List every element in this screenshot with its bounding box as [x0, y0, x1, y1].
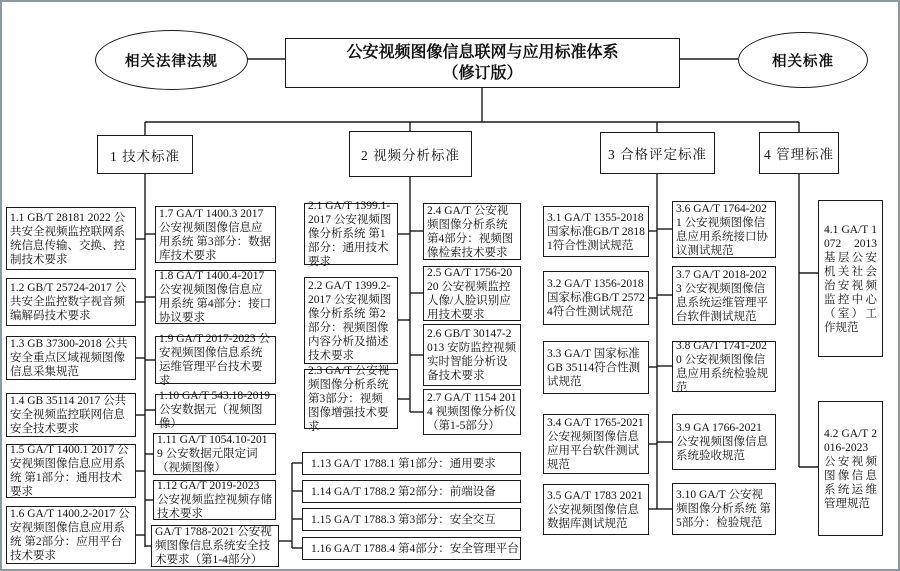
- std-box-1-11: 1.11 GA/T 1054.10-2019 公安数据元限定词（视频图像）: [153, 433, 276, 475]
- std-box-3-8: 3.8 GA/T 1741-2020 公安视频图像信息应用系统检验规范: [672, 341, 776, 392]
- std-box-1788: GA/T 1788-2021 公安视频图像信息系统安全技术要求（第1-4部分）: [151, 525, 279, 567]
- std-box-3-9: 3.9 GA 1766-2021 公安视频图像信息系统验收规范: [672, 414, 776, 470]
- std-box-1-6: 1.6 GA/T 1400.2-2017 公安视频图像信息应用系统 第2部分：应用平台技术要求: [6, 506, 136, 564]
- related-laws-ellipse: [95, 30, 248, 90]
- std-box-4-1: 4.1 GA/T 1072 2013 基层公安机关社会治安视频监控中心（室）工作规范: [818, 200, 883, 357]
- related-standards-label: 相关标准: [772, 53, 834, 70]
- std-box-1-4: 1.4 GB 35114 2017 公共安全视频监控联网信息安全技术要求: [6, 393, 136, 437]
- std-box-3-5: 3.5 GA/T 1783 2021 公安视频图像信息数据库测试规范: [543, 484, 649, 535]
- std-box-1-3: 1.3 GB 37300-2018 公共安全重点区域视频图像信息采集规范: [6, 336, 136, 380]
- std-box-2-4: 2.4 GA/T 公安视频图像分析系统 第4部分：视频图像检索技术要求: [423, 203, 521, 260]
- std-box-3-2: 3.2 GA/T 1356-2018 国家标准GB/T 25724符合性测试规范: [543, 271, 649, 325]
- std-box-1-5: 1.5 GA/T 1400.1 2017 公安视频图像信息应用系统 第1部分：通用技术要求: [6, 444, 136, 498]
- std-box-1-2: 1.2 GB/T 25724-2017 公共安全监控数字视音频编解码技术要求: [6, 278, 136, 326]
- title-line1: 公安视频图像信息联网与应用标准体系: [346, 44, 619, 61]
- std-box-3-6: 3.6 GA/T 1764-2021 公安视频图像信息应用系统接口协议测试规范: [672, 201, 776, 258]
- branch-technical-standards: 1 技术标准: [97, 135, 193, 174]
- std-box-3-10: 3.10 GA/T 公安视频图像分析系统 第5部分：检验规范: [672, 483, 776, 535]
- std-box-2-1: 2.1 GA/T 1399.1-2017 公安视频图像分析系统 第1部分：通用技术要求: [304, 203, 398, 265]
- std-box-2-7: 2.7 GA/T 1154 2014 视频图像分析仪（第1-5部分）: [423, 389, 521, 435]
- std-box-3-3: 3.3 GA/T 国家标准 GB 35114符合性测试规范: [543, 341, 649, 394]
- related-standards-ellipse: [738, 32, 868, 88]
- std-box-2-6: 2.6 GB/T 30147-2013 安防监控视频实时智能分析设备技术要求: [423, 324, 521, 386]
- std-box-3-1: 3.1 GA/T 1355-2018 国家标准GB/T 28181符合性测试规范: [543, 206, 649, 257]
- std-box-3-7: 3.7 GA/T 2018-2023 公安视频图像信息系统运维管理平台软件测试规范: [672, 266, 776, 325]
- std-box-1-12: 1.12 GA/T 2019-2023 公安视频监控视频存储技术要求: [153, 480, 276, 520]
- std-box-1-7: 1.7 GA/T 1400.3 2017 公安视频图像信息应用系统 第3部分：数据库技术要求: [155, 206, 276, 263]
- branch-conformity-assessment-standards: 3 合格评定标准: [600, 132, 715, 174]
- std-box-1-1: 1.1 GB/T 28181 2022 公共安全视频监控联网系统信息传输、交换、控制技术要求: [6, 207, 136, 270]
- branch-management-standards: 4 管理标准: [759, 132, 839, 174]
- title-line2: （修订版）: [442, 65, 523, 82]
- std-box-1-16: 1.16 GA/T 1788.4 第4部分：安全管理平台: [302, 537, 521, 560]
- std-box-3-4: 3.4 GA/T 1765-2021 公安视频图像信息应用平台软件测试规范: [543, 414, 649, 474]
- branch-video-analysis-standards: 2 视频分析标准: [349, 131, 472, 177]
- title-box: [285, 38, 680, 88]
- std-box-1-15: 1.15 GA/T 1788.3 第3部分：安全交互: [302, 508, 521, 531]
- std-box-1-10: 1.10 GA/T 543.18-2019 公安数据元（视频图像）: [155, 394, 276, 425]
- std-box-2-3: 2.3 GA/T 公安视频图像分析系统 第3部分：视频图像增强技术要求: [304, 369, 398, 429]
- related-laws-label: 相关法律法规: [125, 53, 218, 70]
- std-box-1-8: 1.8 GA/T 1400.4-2017 公安视频图像信息应用系统 第4部分：接口协议要求: [155, 270, 276, 324]
- std-box-1-13: 1.13 GA/T 1788.1 第1部分：通用要求: [302, 452, 521, 475]
- std-box-1-9: 1.9 GA/T 2017-2023 公安视频图像信息系统运维管理平台技术要求: [155, 336, 276, 384]
- std-box-4-2: 4.2 GA/T 2016-2023 公安视频图像信息系统运维管理规范: [818, 401, 883, 536]
- std-box-2-5: 2.5 GA/T 1756-2020 公安视频监控人像/人脸识别应用技术要求: [423, 266, 521, 321]
- std-box-1-14: 1.14 GA/T 1788.2 第2部分：前端设备: [302, 480, 521, 503]
- std-box-2-2: 2.2 GA/T 1399.2-2017 公安视频图像分析系统 第2部分：视频图像内容分析及描述技术要求: [304, 277, 398, 364]
